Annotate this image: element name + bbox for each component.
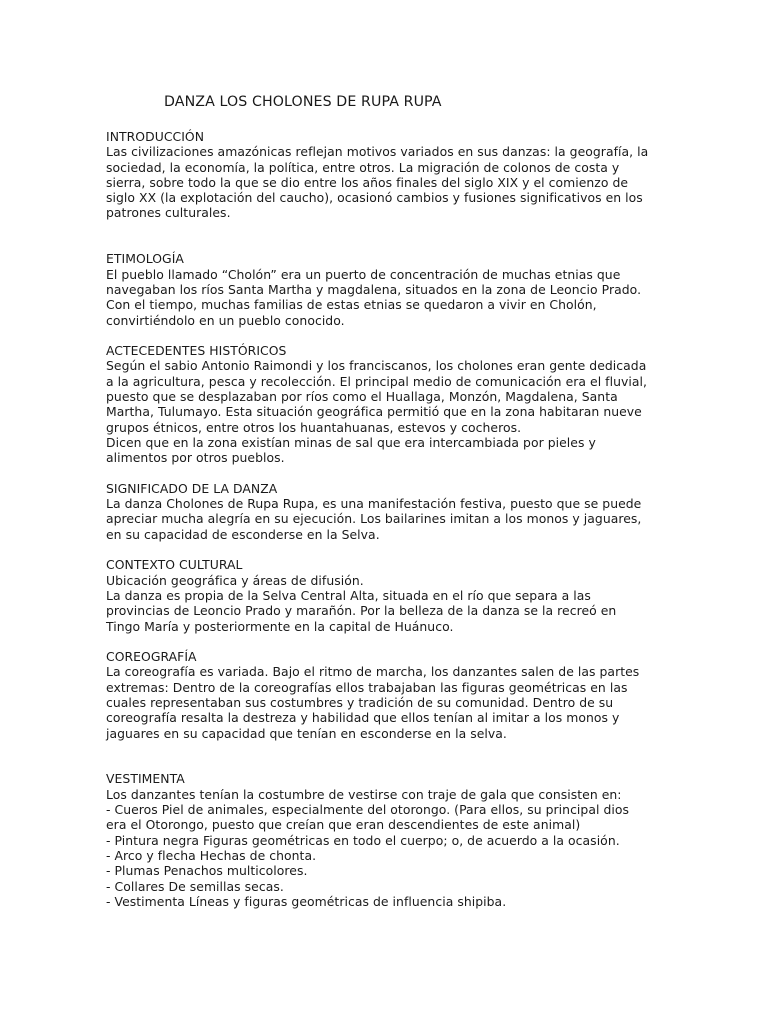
paragraph-line: Las civilizaciones amazónicas reflejan motivos variados en sus danzas: la geografía, la (106, 144, 649, 160)
section-antecedentes-historicos (106, 343, 666, 465)
paragraph-line: sociedad, la economía, la política, entre otros. La migración de colonos de costa y (106, 159, 620, 175)
paragraph-line: Según el sabio Antonio Raimondi y los franciscanos, los cholones eran gente dedicada (106, 358, 647, 374)
blank-space (106, 741, 666, 772)
paragraph-line: apreciar mucha alegría en su ejecución. Los bailarines imitan a los monos y jaguares, (106, 511, 642, 527)
section-heading: SIGNIFICADO DE LA DANZA (106, 480, 278, 496)
paragraph-line: provincias de Leoncio Prado y marañón. Por la belleza de la danza se la recreó en (106, 603, 617, 619)
blank-space (106, 328, 666, 343)
paragraph-line: en su capacidad de esconderse en la Selva. (106, 526, 380, 542)
section-heading: CONTEXTO CULTURAL (106, 557, 243, 573)
paragraph-line: cuales representaban sus costumbres y tradición de su comunidad. Dentro de su (106, 694, 614, 710)
list-item: - Plumas Penachos multicolores. (106, 863, 308, 879)
list-item: - Vestimenta Líneas y figuras geométricas de influencia shipiba. (106, 893, 507, 909)
paragraph-line: grupos étnicos, entre otros los huantahuanas, estevos y cocheros. (106, 419, 522, 435)
list-item: - Collares De semillas secas. (106, 878, 284, 894)
section-heading: ETIMOLOGÍA (106, 251, 184, 267)
section-heading: ACTECEDENTES HISTÓRICOS (106, 343, 287, 359)
paragraph-line: coreografía resalta la destreza y habilidad que ellos tenían al imitar a los monos y (106, 710, 620, 726)
paragraph-line: sierra, sobre todo la que se dio entre los años finales del siglo XIX y el comienzo de (106, 174, 629, 190)
paragraph-line: La coreografía es variada. Bajo el ritmo de marcha, los danzantes salen de las partes (106, 664, 640, 680)
paragraph-line: navegaban los ríos Santa Martha y magdalena, situados en la zona de Leoncio Prado. (106, 281, 642, 297)
paragraph-line: Dicen que en la zona existían minas de sal que era intercambiada por pieles y (106, 434, 596, 450)
paragraph-line: La danza Cholones de Rupa Rupa, es una manifestación festiva, puesto que se puede (106, 496, 642, 512)
section-heading: VESTIMENTA (106, 771, 185, 787)
paragraph-line: Ubicación geográfica y áreas de difusión. (106, 572, 364, 588)
list-item: - Cueros Piel de animales, especialmente del otorongo. (Para ellos, su principal dios (106, 802, 630, 818)
list-item: - Arco y flecha Hechas de chonta. (106, 847, 317, 863)
paragraph-line: convirtiéndolo en un pueblo conocido. (106, 312, 345, 328)
paragraph-line: siglo XX (la explotación del caucho), ocasionó cambios y fusiones significativos en los (106, 190, 643, 206)
section-vestimenta (106, 771, 666, 909)
blank-space (106, 466, 666, 481)
paragraph-line: extremas: Dentro de la coreografías ellos trabajaban las figuras geométricas en las (106, 679, 628, 695)
section-coreografia (106, 649, 666, 741)
section-etimologia (106, 251, 666, 327)
section-heading: COREOGRAFÍA (106, 649, 197, 665)
section-introduccion (106, 129, 666, 221)
paragraph-line: Tingo María y posteriormente en la capital de Huánuco. (106, 618, 454, 634)
paragraph-line: Martha, Tulumayo. Esta situación geográfica permitió que en la zona habitaran nueve (106, 404, 642, 420)
blank-space (106, 221, 666, 252)
paragraph-line: patrones culturales. (106, 205, 231, 221)
document-title: DANZA LOS CHOLONES DE RUPA RUPA (164, 94, 442, 110)
blank-space (106, 542, 666, 557)
paragraph-line: Con el tiempo, muchas familias de estas etnias se quedaron a vivir en Cholón, (106, 297, 597, 313)
list-item: - Pintura negra Figuras geométricas en todo el cuerpo; o, de acuerdo a la ocasión. (106, 832, 620, 848)
section-contexto-cultural (106, 557, 666, 633)
paragraph-line: alimentos por otros pueblos. (106, 450, 285, 466)
list-item: era el Otorongo, puesto que creían que eran descendientes de este animal) (106, 817, 581, 833)
paragraph-line: La danza es propia de la Selva Central Alta, situada en el río que separa a las (106, 587, 591, 603)
paragraph-line: puesto que se desplazaban por ríos como el Huallaga, Monzón, Magdalena, Santa (106, 389, 618, 405)
section-heading: INTRODUCCIÓN (106, 129, 205, 144)
paragraph-line: jaguares en su capacidad que tenían en esconderse en la selva. (106, 725, 507, 741)
document-body (106, 129, 666, 909)
paragraph-line: a la agricultura, pesca y recolección. El principal medio de comunicación era el fluvial, (106, 373, 647, 389)
section-significado (106, 481, 666, 542)
paragraph-line: Los danzantes tenían la costumbre de vestirse con traje de gala que consisten en: (106, 786, 622, 802)
paragraph-line: El pueblo llamado “Cholón” era un puerto de concentración de muchas etnias que (106, 266, 621, 282)
blank-space (106, 634, 666, 649)
